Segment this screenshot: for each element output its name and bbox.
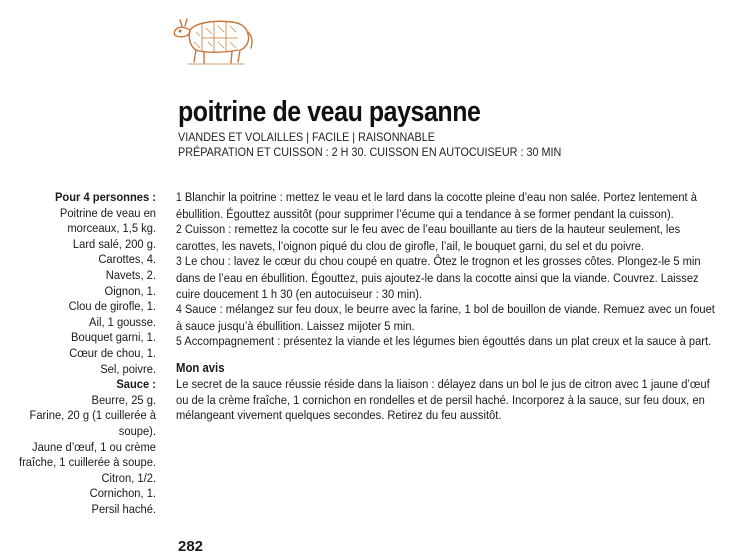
meta-category-line: VIANDES ET VOLAILLES | FACILE | RAISONNABLE <box>178 130 435 144</box>
ingredient-line: Bouquet garni, 1. <box>71 330 156 345</box>
ingredient-line: Clou de girofle, 1. <box>68 299 156 314</box>
ingredient-line: Sel, poivre. <box>100 361 156 376</box>
step-2-cont: carottes, les navets, l’oignon piqué du clou de girofle, l’ail, le bouquet garni, du sel et du poivre. <box>176 238 645 253</box>
ingredient-line: morceaux, 1,5 kg. <box>67 221 156 236</box>
step-2 <box>176 222 680 239</box>
ingredient-line: Cœur de chou, 1. <box>69 345 156 360</box>
step-number: 4 <box>176 304 182 317</box>
step-text: Le chou : lavez le cœur du chou coupé en quatre. Ôtez le trognon et les grosses côtes. Plongez-le 5 min <box>184 254 701 269</box>
step-number: 2 <box>176 224 182 237</box>
ingredient-line: Carottes, 4. <box>98 252 156 267</box>
step-1 <box>176 190 697 207</box>
ingredients-list <box>0 190 156 517</box>
ingredient-line: Poitrine de veau en <box>59 205 156 220</box>
step-text: Sauce : mélangez sur feu doux, le beurre avec la farine, 1 bol de bouillon de viande. Remuez avec un fouet <box>184 302 715 317</box>
ingredient-line: fraîche, 1 cuillerée à soupe. <box>18 455 157 470</box>
avis-line: ou de la crème fraîche, 1 cornichon en rondelles et de persil haché. Incorporez à la sauce, sur feu doux, en <box>176 392 705 407</box>
ingredient-line: Navets, 2. <box>105 267 156 282</box>
step-5 <box>176 334 712 351</box>
recipe-meta <box>178 130 561 160</box>
mon-avis-heading: Mon avis <box>176 361 225 375</box>
step-number: 5 <box>176 336 182 349</box>
ingredient-line: Oignon, 1. <box>104 283 156 298</box>
step-1-cont: ébullition. Égouttez aussitôt (pour supprimer l’écume qui a tendance à se former pendant la cuisson). <box>176 206 674 221</box>
meta-time-line: PRÉPARATION ET CUISSON : 2 H 30. CUISSON EN AUTOCUISEUR : 30 MIN <box>178 145 562 159</box>
step-number: 1 <box>176 192 182 204</box>
ingredient-line: Farine, 20 g (1 cuillerée à <box>29 408 156 423</box>
sauce-header: Sauce : <box>116 377 156 392</box>
ingredient-line: Jaune d’œuf, 1 ou crème <box>32 439 156 454</box>
step-4-cont: à sauce jusqu’à ébullition. Laissez mijoter 5 min. <box>176 318 415 333</box>
page-number: 282 <box>178 538 204 555</box>
ingredients-header: Pour 4 personnes : <box>54 190 156 204</box>
ingredient-line: Ail, 1 gousse. <box>89 314 156 329</box>
step-3 <box>176 254 701 271</box>
recipe-title: poitrine de veau paysanne <box>178 96 481 128</box>
ingredient-line: Beurre, 25 g. <box>91 392 156 407</box>
avis-line: mélangeant vivement quelques secondes. Retirez du feu aussitôt. <box>176 408 502 423</box>
avis-line: Le secret de la sauce réussie réside dans la liaison : délayez dans un bol le jus de citron avec 1 jaune d’œuf <box>176 377 710 391</box>
ingredient-line: Lard salé, 200 g. <box>72 236 156 251</box>
recipe-steps <box>176 190 736 351</box>
step-text: Blanchir la poitrine : mettez le veau et le lard dans la cocotte pleine d’eau non salée. Portez lentement à <box>184 190 697 204</box>
step-number: 3 <box>176 256 182 269</box>
ingredient-line: Citron, 1/2. <box>101 470 156 485</box>
step-3-cont: dans de l’eau en ébullition. Égouttez, puis ajoutez-le dans la cocotte ainsi que la viande. Couvrez. Laissez <box>176 270 699 285</box>
mon-avis-text <box>176 377 736 424</box>
step-4 <box>176 302 715 319</box>
ingredient-line: soupe). <box>118 423 156 438</box>
ingredient-line: Persil haché. <box>91 501 156 516</box>
step-text: Accompagnement : présentez la viande et les légumes bien égouttés dans un plat creux et la sauce à part. <box>184 334 712 349</box>
step-3-cont: cuire doucement 1 h 30 (en autocuiseur : 30 min). <box>176 286 423 301</box>
calf-illustration-icon <box>168 6 260 72</box>
ingredient-line: Cornichon, 1. <box>89 486 156 501</box>
step-text: Cuisson : remettez la cocotte sur le feu avec de l’eau bouillante au tiers de la hauteur seulement, les <box>184 222 681 237</box>
